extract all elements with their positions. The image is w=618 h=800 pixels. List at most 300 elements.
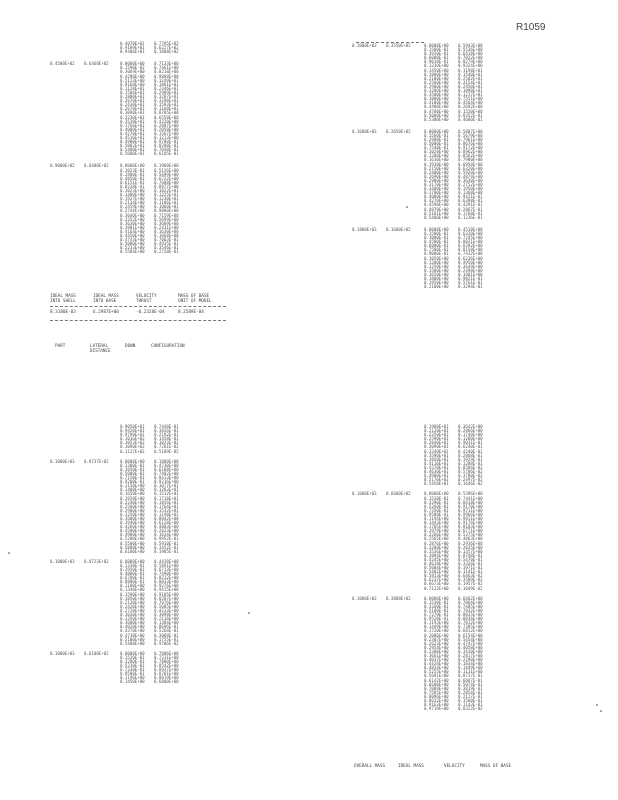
- cell-value: 0.6154E+00: [458, 632, 483, 638]
- distance-header: [55, 344, 235, 358]
- cell-value: 0.1249E+01: [154, 77, 179, 83]
- cell-value: 0.2266E+00: [424, 532, 449, 538]
- cell-value: 0.3589E-02: [458, 577, 483, 583]
- scan-speck: [8, 552, 10, 554]
- cell-value: 0.1049E-02: [458, 585, 483, 591]
- cell-value: 0.4083E+00: [154, 524, 179, 530]
- cell-value: 0.9189E+01: [120, 45, 145, 51]
- cell-value: 0.7432E+00: [458, 251, 483, 257]
- cell-value: 0.1898E+01: [458, 88, 483, 94]
- cell-value: 0.8218E+00: [154, 69, 179, 75]
- group-value: 0.9000E+02: [50, 163, 75, 169]
- cell-value: 0.9421E-01: [458, 194, 483, 200]
- cell-value: 0.5100E+00: [120, 636, 145, 642]
- cell-value: 0.3170E+00: [424, 182, 449, 187]
- cell-value: 0.1504E+01: [120, 89, 145, 95]
- cell-value: 0.1560E-01: [424, 132, 449, 138]
- cell-value: 0.1443E+00: [424, 520, 449, 526]
- cell-value: 0.7245E+00: [458, 235, 483, 241]
- cell-value: 0.8833E+00: [154, 579, 179, 585]
- cell-value: 0.2590E+01: [424, 436, 449, 442]
- cell-value: 0.9880E+00: [154, 208, 179, 214]
- cell-value: 0.5691E+00: [424, 673, 449, 679]
- cell-value: 0.4063E+00: [458, 536, 483, 542]
- cell-value: 0.5500E+00: [120, 540, 145, 546]
- group-value: 0.1600E+03: [352, 128, 377, 134]
- cell-value: 0.5706E-02: [458, 469, 483, 475]
- cell-value: 0.6608E+00: [424, 681, 449, 687]
- cell-value: 0.5396E+00: [458, 491, 483, 497]
- cell-value: 0.3649E+00: [458, 263, 483, 269]
- cell-value: 0.5181E+00: [424, 210, 449, 216]
- cell-value: 0.3090E+01: [120, 110, 145, 116]
- cell-value: 0.5260E-01: [424, 503, 449, 509]
- top-right-dash-rule: [356, 42, 424, 43]
- cell-value: 0.3050E-01: [120, 466, 145, 472]
- cell-value: 0.5761E-01: [458, 280, 483, 286]
- cell-value: 0.9406E+01: [120, 49, 145, 55]
- cell-value: 0.7980E+00: [458, 157, 483, 163]
- cell-value: 0.3090E+01: [424, 444, 449, 450]
- cell-value: 0.1283E+01: [154, 487, 179, 493]
- cell-value: 0.2867E-01: [458, 206, 483, 212]
- cell-value: 0.2120E+01: [424, 428, 449, 434]
- cell-value: 0.1300E-01: [120, 462, 145, 468]
- cell-value: 0.8096E+00: [424, 693, 449, 699]
- cell-value: 0.3766E+01: [120, 122, 145, 128]
- cell-value: 0.3088E-01: [154, 632, 179, 638]
- cell-value: 0.2459E+00: [120, 204, 145, 210]
- cell-value: 0.6185E-01: [154, 151, 179, 157]
- cell-value: 0.6000E-01: [424, 243, 449, 249]
- cell-value: 0.3826E-01: [154, 428, 179, 434]
- cell-value: 0.1800E+00: [424, 71, 449, 77]
- cell-value: 0.2887E+00: [154, 122, 179, 128]
- cell-value: 0.1400E+00: [120, 487, 145, 493]
- cell-value: 0.2498E+00: [458, 267, 483, 273]
- cell-value: 0.4240E-01: [458, 448, 483, 454]
- cell-value: 0.2420E+00: [120, 603, 145, 609]
- cell-value: 0.9324E+00: [458, 63, 483, 69]
- cell-value: 0.1357E+00: [458, 548, 483, 554]
- cell-value: 0.2560E+00: [120, 503, 145, 509]
- cell-value: 0.3500E+00: [424, 92, 449, 98]
- cell-value: 0.8622E+00: [424, 698, 449, 703]
- cell-value: 0.3200E+00: [424, 544, 449, 550]
- cell-value: 0.3452E-01: [154, 544, 179, 550]
- cell-value: 0.8937E+00: [154, 667, 179, 673]
- cell-value: 0.6320E+00: [458, 230, 483, 236]
- group-value: 0.8723E+02: [84, 558, 109, 564]
- cell-value: 0.5584E+00: [120, 249, 145, 255]
- cell-value: 0.1280E+00: [458, 436, 483, 442]
- cell-value: 0.4058E+00: [458, 644, 483, 650]
- cell-value: 0.1718E+01: [154, 495, 179, 501]
- summary-col-3: VELOCITY: [136, 294, 157, 299]
- cell-value: 0.6100E+00: [120, 548, 145, 554]
- group-value: 0.1000E+03: [352, 43, 377, 48]
- page-id: R1059: [516, 22, 546, 33]
- cell-value: 0.4100E+00: [424, 100, 449, 106]
- cell-value: 0.1630E+00: [154, 228, 179, 234]
- cell-value: 0.3800E+00: [424, 96, 449, 102]
- cell-value: 0.5685E+00: [154, 603, 179, 609]
- cell-value: 0.3200E+00: [424, 88, 449, 94]
- cell-value: 0.1280E+00: [424, 153, 449, 159]
- cell-value: 0.8279E+00: [458, 59, 483, 65]
- cell-value: 0.8287E+00: [154, 595, 179, 601]
- cell-value: 0.2989E+01: [154, 89, 179, 95]
- cell-value: 0.3630E+00: [458, 177, 483, 183]
- summary-col-2: IDEAL MASS: [93, 294, 119, 299]
- cell-value: 0.8238E-01: [120, 183, 145, 189]
- cell-value: 0.1740E+00: [458, 432, 483, 438]
- cell-value: 0.3298E+01: [154, 98, 179, 104]
- cell-value: 0.8705E+00: [154, 110, 179, 116]
- bottom-col-4: MASS OF BASE: [480, 764, 512, 769]
- cell-value: 0.6800E+00: [154, 679, 179, 685]
- cell-value: 0.7022E+00: [458, 55, 483, 61]
- cell-value: 0.3352E+00: [120, 216, 145, 222]
- cell-value: 0.3680E+00: [120, 620, 145, 626]
- cell-value: 0.1900E+01: [424, 424, 449, 429]
- cell-value: 0.2560E+00: [424, 79, 449, 85]
- cell-value: 0.2582E+01: [458, 75, 483, 81]
- cell-value: 0.3642E+00: [458, 424, 483, 429]
- cell-value: 0.4270E+01: [120, 130, 145, 136]
- cell-value: 0.5536E+00: [458, 47, 483, 53]
- cell-value: 0.7540E-01: [424, 145, 449, 151]
- cell-value: 0.1960E+00: [154, 163, 179, 169]
- cell-value: 0.1800E+00: [154, 458, 179, 464]
- cell-value: 0.5180E-01: [424, 607, 449, 613]
- summary-rule: [50, 306, 226, 307]
- bottom-col-1: OVERALL MASS: [354, 764, 386, 769]
- cell-value: 0.1590E-02: [120, 65, 145, 71]
- cell-value: 0.1764E+01: [154, 503, 179, 509]
- cell-value: 0.7448E-01: [154, 424, 179, 429]
- cell-value: 0.4618E+00: [424, 561, 449, 566]
- cell-value: 0.0000E+00: [424, 128, 449, 134]
- cell-value: 0.5400E+01: [120, 147, 145, 153]
- cell-value: 0.6188E+00: [154, 466, 179, 472]
- cell-value: 0.3536E+00: [424, 548, 449, 554]
- cell-value: 0.2134E+00: [120, 200, 145, 206]
- cell-value: 0.3098E+00: [154, 612, 179, 618]
- group-value: 0.9737E+02: [84, 458, 109, 464]
- cell-value: 0.1100E+00: [120, 583, 145, 589]
- cell-value: 0.1060E+01: [154, 204, 179, 210]
- cell-value: 0.9780E-01: [154, 139, 179, 145]
- cell-value: 0.7485E+00: [458, 603, 483, 609]
- cell-value: 0.1090E+02: [120, 444, 145, 450]
- cell-value: 0.7785E+02: [154, 41, 179, 46]
- cell-value: 0.5680E+01: [120, 151, 145, 157]
- cell-value: 0.7385E+00: [458, 624, 483, 630]
- cell-value: 0.0000E+00: [120, 558, 145, 564]
- cell-value: 0.1200E+00: [424, 259, 449, 265]
- cell-value: 0.1194E+00: [424, 515, 449, 521]
- cell-value: 0.1225E+01: [154, 192, 179, 198]
- cell-value: 0.4313E+00: [154, 607, 179, 613]
- cell-value: 0.4370E+00: [120, 628, 145, 634]
- cell-value: 0.1023E+00: [120, 188, 145, 193]
- cell-value: 0.3260E-01: [424, 603, 449, 609]
- cell-value: 0.1888E+02: [154, 49, 179, 55]
- cell-value: 0.2307E+00: [424, 636, 449, 642]
- cell-value: 0.7261E-02: [154, 444, 179, 450]
- cell-value: 0.7500E-01: [424, 247, 449, 253]
- cell-value: 0.1022E+01: [154, 188, 179, 193]
- cell-value: 0.2192E-01: [154, 432, 179, 438]
- cell-value: 0.2431E+00: [154, 224, 179, 230]
- cell-value: 0.6320E+00: [458, 165, 483, 171]
- cell-value: 0.6418E+00: [458, 51, 483, 57]
- cell-value: 0.1971E-01: [458, 565, 483, 571]
- cell-value: 0.2150E+00: [424, 165, 449, 171]
- cell-value: 0.1023E-01: [154, 440, 179, 446]
- cell-value: 0.1449E+00: [458, 665, 483, 671]
- cell-value: 0.2876E+00: [424, 540, 449, 546]
- cell-value: 0.5800E+00: [120, 544, 145, 550]
- cell-value: 0.8322E-02: [458, 706, 483, 712]
- cell-value: 0.1985E-01: [154, 548, 179, 554]
- distance-sub-2: DISTANCE: [90, 349, 111, 354]
- cell-value: 0.2623E+00: [424, 640, 449, 646]
- cell-value: 0.4164E+00: [120, 228, 145, 234]
- cell-value: 0.2868E-01: [458, 452, 483, 458]
- cell-value: 0.2116E+00: [154, 616, 179, 622]
- cell-value: 0.9000E-01: [424, 251, 449, 257]
- cell-value: 0.4834E+00: [424, 665, 449, 671]
- cell-value: 0.7688E+00: [154, 179, 179, 185]
- cell-value: 0.4428E+00: [424, 661, 449, 667]
- cell-value: 0.7490E+00: [154, 571, 179, 577]
- scan-speck: [248, 612, 250, 614]
- cell-value: 0.5082E+01: [120, 143, 145, 149]
- cell-value: 0.3350E+00: [120, 616, 145, 622]
- cell-value: 0.6722E+00: [154, 175, 179, 181]
- cell-value: 0.5400E+00: [424, 214, 449, 220]
- cell-value: 0.0000E+00: [424, 43, 449, 48]
- cell-value: 0.1340E+00: [120, 587, 145, 593]
- cell-value: 0.1930E+00: [424, 161, 449, 167]
- cell-value: 0.9711E+00: [458, 507, 483, 513]
- cell-value: 0.7048E-01: [154, 147, 179, 153]
- cell-value: 0.3530E+01: [120, 118, 145, 124]
- cell-value: 0.4000E+01: [120, 126, 145, 132]
- cell-value: 0.4743E+00: [120, 237, 145, 243]
- cell-value: 0.1168E+01: [154, 106, 179, 112]
- cell-value: 0.5813E+00: [424, 573, 449, 579]
- cell-value: 0.8036E+00: [458, 616, 483, 622]
- cell-value: 0.0000E+00: [120, 650, 145, 656]
- cell-value: 0.4730E+00: [154, 462, 179, 468]
- cell-value: 0.1927E+00: [120, 196, 145, 202]
- cell-value: 0.7006E+00: [154, 650, 179, 656]
- cell-value: 0.4510E+00: [458, 226, 483, 232]
- cell-value: 0.7133E+00: [154, 61, 179, 67]
- cell-value: 0.3850E+01: [424, 456, 449, 462]
- cell-value: 0.8748E-01: [458, 552, 483, 558]
- cell-value: 0.1120E+01: [120, 85, 145, 91]
- cell-value: 0.8103E+00: [458, 524, 483, 530]
- cell-value: 0.4900E+00: [120, 532, 145, 538]
- cell-value: 0.4110E+01: [424, 460, 449, 466]
- cell-value: 0.9105E+00: [154, 591, 179, 597]
- cell-value: 0.1143E-01: [458, 702, 483, 708]
- cell-value: 0.1500E-01: [424, 230, 449, 236]
- cell-value: 0.9719E+00: [424, 706, 449, 712]
- cell-value: 0.1288E-01: [458, 460, 483, 466]
- group-value: 0.1000E+03: [50, 558, 75, 564]
- cell-value: 0.1023E-01: [120, 167, 145, 173]
- group-value: 0.3888E+02: [386, 595, 411, 601]
- cell-value: 0.1861E+01: [154, 81, 179, 87]
- cell-value: 0.1196E+00: [120, 675, 145, 681]
- cell-value: 0.9170E+00: [458, 503, 483, 509]
- cell-value: 0.3040E+00: [120, 212, 145, 218]
- group-value: 0.1000E+03: [50, 458, 75, 464]
- cell-value: 0.4370E+01: [424, 464, 449, 470]
- cell-value: 0.5126E+00: [154, 167, 179, 173]
- cell-value: 0.4245E+00: [424, 556, 449, 562]
- cell-value: 0.4291E-01: [458, 202, 483, 208]
- cell-value: 0.4850E-01: [120, 175, 145, 181]
- cell-value: 0.1979E+00: [424, 528, 449, 534]
- cell-value: 0.2752E+00: [458, 182, 483, 187]
- cell-value: 0.3230E+01: [120, 114, 145, 120]
- cell-value: 0.1028E+00: [424, 149, 449, 155]
- cell-value: 0.4450E+00: [120, 233, 145, 239]
- cell-value: 0.3901E+00: [120, 224, 145, 230]
- cell-value: 0.1530E-01: [424, 495, 449, 501]
- cell-value: 0.2450E+01: [458, 83, 483, 89]
- cell-value: 0.3780E-02: [458, 473, 483, 479]
- cell-value: 0.3940E+00: [120, 520, 145, 526]
- cell-value: 0.1500E+00: [424, 267, 449, 273]
- cell-value: 0.5943E+00: [458, 43, 483, 48]
- cell-value: 0.1520E-01: [120, 654, 145, 660]
- scan-speck: [600, 710, 602, 712]
- cell-value: 0.2880E-01: [120, 171, 145, 177]
- cell-value: 0.6398E-01: [458, 198, 483, 204]
- cell-value: 0.1141E-01: [458, 569, 483, 575]
- cell-value: 0.5200E+00: [120, 536, 145, 542]
- cell-value: 0.8392E+00: [458, 243, 483, 249]
- cell-value: 0.7551E+00: [458, 96, 483, 102]
- cell-value: 0.4935E-01: [154, 241, 179, 247]
- cell-value: 0.1646E-02: [458, 481, 483, 487]
- cell-value: 0.6602E+00: [458, 595, 483, 601]
- cell-value: 0.1050E+00: [424, 255, 449, 261]
- cell-value: 0.1350E+00: [424, 263, 449, 269]
- distance-col-1: PART: [55, 344, 66, 349]
- cell-value: 0.1601E+00: [458, 271, 483, 277]
- cell-value: 0.6227E+02: [154, 45, 179, 51]
- cell-value: 0.2954E+00: [424, 644, 449, 650]
- cell-value: 0.3030E+00: [120, 612, 145, 618]
- cell-value: 0.1720E+00: [424, 628, 449, 634]
- summary-rule-2: [50, 320, 226, 321]
- cell-value: 0.2692E+00: [458, 104, 483, 110]
- cell-value: 0.1330E-01: [120, 562, 145, 568]
- cell-value: 0.2690E+00: [424, 173, 449, 179]
- cell-value: 0.8562E+00: [458, 153, 483, 159]
- cell-value: 0.2854E-01: [458, 689, 483, 695]
- summary-val-4: 8.2589E-04: [178, 310, 204, 315]
- cell-value: 0.1186E+01: [154, 200, 179, 206]
- cell-value: 0.4800E-01: [120, 571, 145, 577]
- cell-value: 0.0000E+00: [424, 226, 449, 232]
- cell-value: 0.4037E+00: [424, 657, 449, 663]
- cell-value: 0.3819E-01: [458, 685, 483, 691]
- summary-col2-3: THRUST: [136, 299, 152, 304]
- cell-value: 0.1950E+00: [424, 280, 449, 286]
- cell-value: 0.3920E-01: [424, 51, 449, 57]
- summary-col-1: IDEAL MASS: [50, 294, 76, 299]
- cell-value: 0.5000E-01: [424, 141, 449, 147]
- cell-value: 0.5699E+00: [154, 171, 179, 177]
- cell-value: 0.6673E+00: [424, 581, 449, 587]
- cell-value: 0.9176E+00: [458, 520, 483, 526]
- cell-value: 0.5210E-01: [120, 663, 145, 669]
- cell-value: 0.8021E+00: [458, 239, 483, 245]
- cell-value: 0.6771E+00: [458, 528, 483, 534]
- cell-value: 0.2936E+00: [458, 540, 483, 546]
- cell-value: 0.3326E-01: [458, 561, 483, 566]
- bottom-col-3: VELOCITY: [444, 764, 465, 769]
- cell-value: 0.1368E+00: [458, 190, 483, 196]
- group-value: 0.1000E+03: [352, 491, 377, 497]
- cell-value: 0.1530E-01: [424, 599, 449, 605]
- group-value: 0.6400E+02: [84, 163, 109, 169]
- cell-value: 0.1458E-01: [154, 436, 179, 442]
- cell-value: 0.4680E-01: [458, 116, 483, 122]
- cell-value: 0.9888E+00: [154, 73, 179, 79]
- cell-value: 0.4590E+00: [424, 202, 449, 208]
- cell-value: 0.5170E+01: [424, 477, 449, 483]
- cell-value: 0.2720E-01: [154, 249, 179, 255]
- cell-value: 0.6236E+00: [458, 255, 483, 261]
- cell-value: 0.1705E+00: [424, 524, 449, 530]
- cell-value: 0.6240E-01: [458, 444, 483, 450]
- cell-value: 0.1131E+00: [458, 669, 483, 675]
- cell-value: 0.8676E+00: [458, 141, 483, 147]
- cell-value: 0.4070E+01: [120, 41, 145, 46]
- cell-value: 0.2290E+00: [458, 657, 483, 663]
- cell-value: 0.4950E+00: [458, 259, 483, 265]
- cell-value: 0.7832E+00: [458, 607, 483, 613]
- cell-value: 0.1520E+00: [458, 108, 483, 114]
- cell-value: 0.1217E+01: [458, 92, 483, 98]
- cell-value: 0.9172E+00: [458, 145, 483, 151]
- cell-value: 0.1150E+00: [120, 483, 145, 489]
- cell-value: 0.2866E+00: [458, 428, 483, 434]
- cell-value: 0.2623E+00: [154, 528, 179, 534]
- cell-value: 0.6713E+00: [154, 567, 179, 572]
- cell-value: 0.6000E-01: [424, 55, 449, 61]
- cell-value: 0.7270E-01: [424, 612, 449, 618]
- cell-value: 0.5189E-02: [154, 448, 179, 454]
- cell-value: 0.7441E+00: [458, 495, 483, 501]
- cell-value: 0.1230E+01: [154, 196, 179, 202]
- cell-value: 0.5480E+00: [120, 640, 145, 646]
- cell-value: 0.1834E+00: [458, 661, 483, 667]
- group-value: 0.3550E+02: [386, 43, 411, 48]
- cell-value: 0.9163E+00: [424, 702, 449, 708]
- cell-value: 0.4220E+00: [154, 118, 179, 124]
